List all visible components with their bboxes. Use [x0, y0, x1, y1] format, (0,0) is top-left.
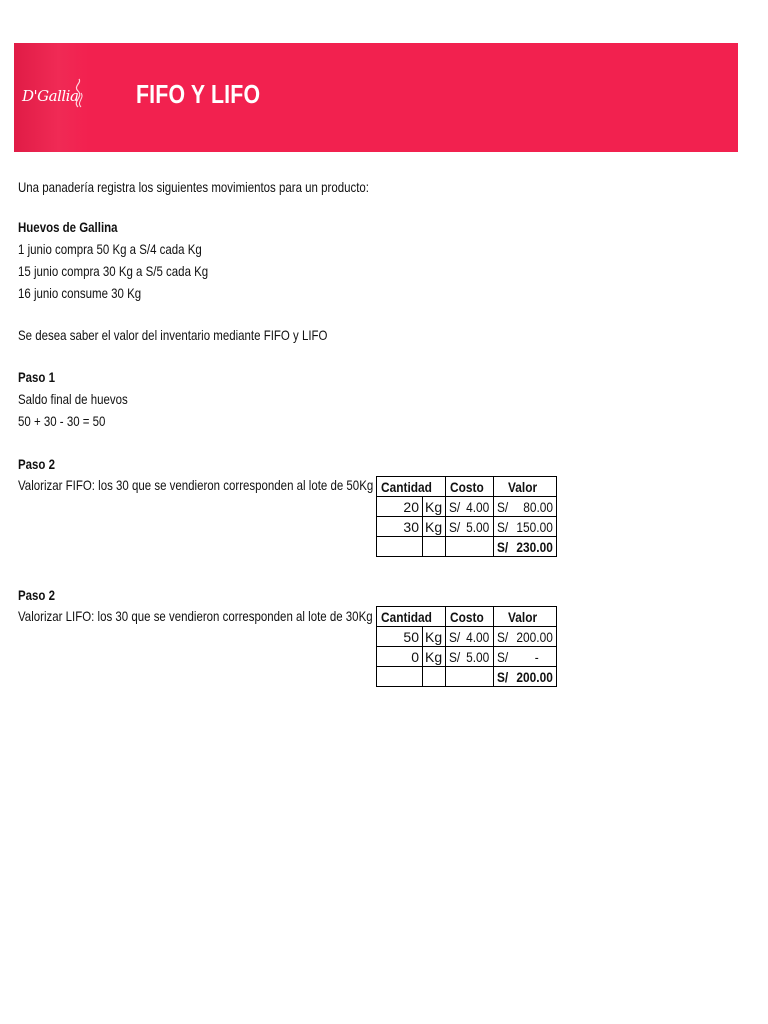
column-header-cantidad: Cantidad — [377, 607, 446, 627]
cost-cell: S/ 4.00 — [446, 497, 493, 517]
table-total-row — [377, 667, 557, 687]
movement-line: 1 junio compra 50 Kg a S/4 cada Kg — [18, 241, 202, 257]
intro-text: Una panadería registra los siguientes movimientos para un producto: — [18, 179, 369, 195]
value-cell: S/ 80.00 — [493, 497, 556, 517]
value-cell: S/ - — [493, 647, 556, 667]
qty-cell: 50 — [377, 627, 423, 647]
value-cell: S/ 200.00 — [493, 627, 556, 647]
page-title: FIFO Y LIFO — [136, 79, 261, 109]
column-header-valor: Valor — [493, 607, 556, 627]
table-row — [377, 517, 557, 537]
header-banner — [14, 43, 738, 152]
question-text: Se desea saber el valor del inventario mediante FIFO y LIFO — [18, 327, 328, 343]
value-cell: S/ 150.00 — [493, 517, 556, 537]
total-cell: S/ 200.00 — [493, 667, 556, 687]
unit-cell: Kg — [423, 497, 446, 517]
lifo-step-title: Paso 2 — [18, 587, 56, 603]
qty-cell: 30 — [377, 517, 423, 537]
table-row — [377, 647, 557, 667]
unit-cell: Kg — [423, 517, 446, 537]
table-row — [377, 627, 557, 647]
step1-line: Saldo final de huevos — [18, 391, 128, 407]
fifo-table — [376, 476, 557, 557]
total-cell: S/ 230.00 — [493, 537, 556, 557]
cost-cell: S/ 5.00 — [446, 647, 493, 667]
logo-swirl-icon — [70, 77, 86, 109]
cost-cell: S/ 4.00 — [446, 627, 493, 647]
column-header-valor: Valor — [493, 477, 556, 497]
logo-text: D'Gallia — [22, 87, 79, 105]
table-header-row — [377, 477, 557, 497]
qty-cell: 0 — [377, 647, 423, 667]
logo — [14, 43, 88, 152]
movement-line: 15 junio compra 30 Kg a S/5 cada Kg — [18, 263, 209, 279]
qty-cell: 20 — [377, 497, 423, 517]
table-total-row — [377, 537, 557, 557]
lifo-step-text: Valorizar LIFO: los 30 que se vendieron corresponden al lote de 30Kg — [18, 608, 373, 624]
unit-cell: Kg — [423, 647, 446, 667]
lifo-table — [376, 606, 557, 687]
cost-cell: S/ 5.00 — [446, 517, 493, 537]
fifo-step-text: Valorizar FIFO: los 30 que se vendieron corresponden al lote de 50Kg — [18, 477, 374, 493]
movement-line: 16 junio consume 30 Kg — [18, 285, 142, 301]
column-header-costo: Costo — [446, 607, 493, 627]
table-row — [377, 497, 557, 517]
column-header-cantidad: Cantidad — [377, 477, 446, 497]
step1-title: Paso 1 — [18, 369, 56, 385]
table-header-row — [377, 607, 557, 627]
step1-line: 50 + 30 - 30 = 50 — [18, 413, 106, 429]
fifo-step-title: Paso 2 — [18, 456, 56, 472]
unit-cell: Kg — [423, 627, 446, 647]
column-header-costo: Costo — [446, 477, 493, 497]
product-name: Huevos de Gallina — [18, 219, 118, 235]
